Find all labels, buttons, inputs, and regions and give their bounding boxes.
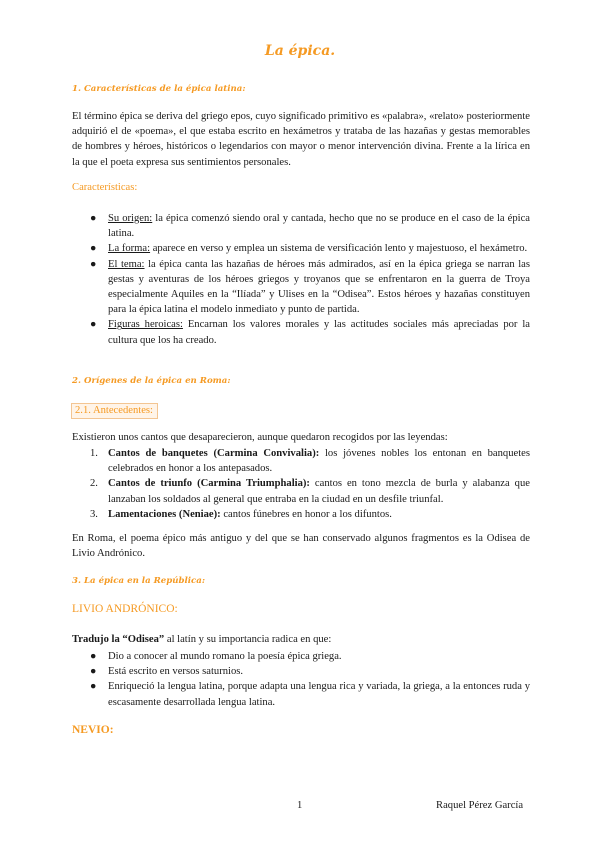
author-nevio-heading: NEVIO: (72, 724, 114, 736)
item-key: Su origen: (108, 213, 153, 224)
item-key: La forma: (108, 243, 151, 255)
section-1-heading: 1. Características de la épica latina: (72, 84, 246, 94)
item-text: Está escrito en versos saturnios. (108, 666, 244, 678)
list-item (72, 649, 530, 664)
characteristics-subheading: Características: (72, 182, 138, 193)
list-item (72, 476, 530, 506)
item-text: Enriqueció la lengua latina, porque adapta una lengua rica y variada, la griega, a la entonces ruda y escasamente desarrollada lengua latina. (108, 681, 530, 708)
item-text: Dio a conocer al mundo romano la poesía épica griega. (108, 651, 342, 662)
section-2-closing: En Roma, el poema épico más antiguo y del que se han conservado algunos fragmentos es la Odisea de Livio Andrónico. (72, 533, 530, 560)
list-item (72, 679, 530, 709)
document-title: La épica. (264, 43, 336, 59)
list-item (72, 241, 530, 256)
item-number: 2. (90, 478, 98, 490)
section-3-heading: 3. La épica en la República: (72, 576, 206, 586)
list-item (72, 507, 530, 522)
list-item (72, 211, 530, 241)
bullet-icon: ● (90, 666, 97, 678)
item-key: Cantos de banquetes (Carmina Convivalia): (108, 448, 320, 459)
bullet-icon: ● (90, 651, 97, 662)
livio-list (72, 649, 530, 710)
item-key: Figuras heroicas: (108, 319, 183, 331)
intro-text: al latín y su importancia radica en que: (164, 634, 332, 645)
item-key: Cantos de triunfo (Carmina Triumphalia): (108, 478, 310, 490)
item-text: Encarnan los valores morales y las actitudes sociales más apreciadas por la cultura que los ha creado. (108, 319, 530, 346)
antecedents-intro: Existieron unos cantos que desaparecieron, aunque quedaron recogidos por las leyendas: (72, 432, 448, 443)
item-number: 1. (90, 448, 98, 459)
antecedents-list (72, 446, 530, 522)
list-item (72, 257, 530, 318)
footer-author: Raquel Pérez García (436, 800, 524, 811)
list-item (72, 446, 530, 476)
item-text: aparece en verso y emplea un sistema de versificación lento y majestuoso, el hexámetro. (150, 243, 528, 255)
section-1-paragraph: El término épica se deriva del griego epos, cuyo significado primitivo es «palabra», «relato» posteriormente adquirió el de «poema», el que estaba escrito en hexámetros y trataba de las hazañas y gestas memorables de hombres y héroes, históricos o legendarios con mayor o menor intervención divina. Frente a la lírica en la que el poeta expresa sus sentimientos personales. (72, 111, 530, 168)
page-number: 1 (297, 800, 303, 811)
item-text: la épica canta las hazañas de héroes más admirados, así en la épica griega se narran las gestas y aventuras de los héroes griegos y troyanos que se enfrentaron en la guerra de Troya especialmente Aquiles en la “Ilíada” y Ulises en la “Odisea”. Estos héroes y hazañas constituyen para la épica latina el modelo inmediato y punto de partida. (108, 258, 530, 316)
bullet-icon: ● (90, 258, 97, 270)
bullet-icon: ● (90, 681, 97, 693)
section-2-heading: 2. Orígenes de la épica en Roma: (72, 376, 231, 386)
bullet-icon: ● (90, 243, 97, 255)
bullet-icon: ● (90, 319, 97, 331)
list-item (72, 317, 530, 347)
item-text: los jóvenes nobles los entonan en banquetes celebrados en honor a los antepasados. (108, 448, 530, 475)
list-item (72, 664, 530, 679)
item-text: cantos en tono mezcla de burla y alabanza que lanzaban los soldados al general que entraba en la ciudad en un desfile triunfal. (108, 478, 530, 505)
bullet-icon: ● (90, 213, 97, 224)
item-key: El tema: (108, 258, 145, 270)
livio-intro (72, 634, 331, 645)
item-key: Lamentaciones (Neniae): (108, 508, 221, 520)
item-text: la épica comenzó siendo oral y cantada, hecho que no se produce en el caso de la épica latina. (108, 213, 530, 240)
item-number: 3. (90, 508, 98, 520)
characteristics-list (72, 211, 530, 348)
author-livio-heading: LIVIO ANDRÓNICO: (72, 603, 178, 615)
antecedents-subheading: 2.1. Antecedentes: (71, 403, 158, 419)
intro-key: Tradujo la “Odisea” (72, 634, 165, 645)
item-text: cantos fúnebres en honor a los difuntos. (220, 508, 392, 520)
